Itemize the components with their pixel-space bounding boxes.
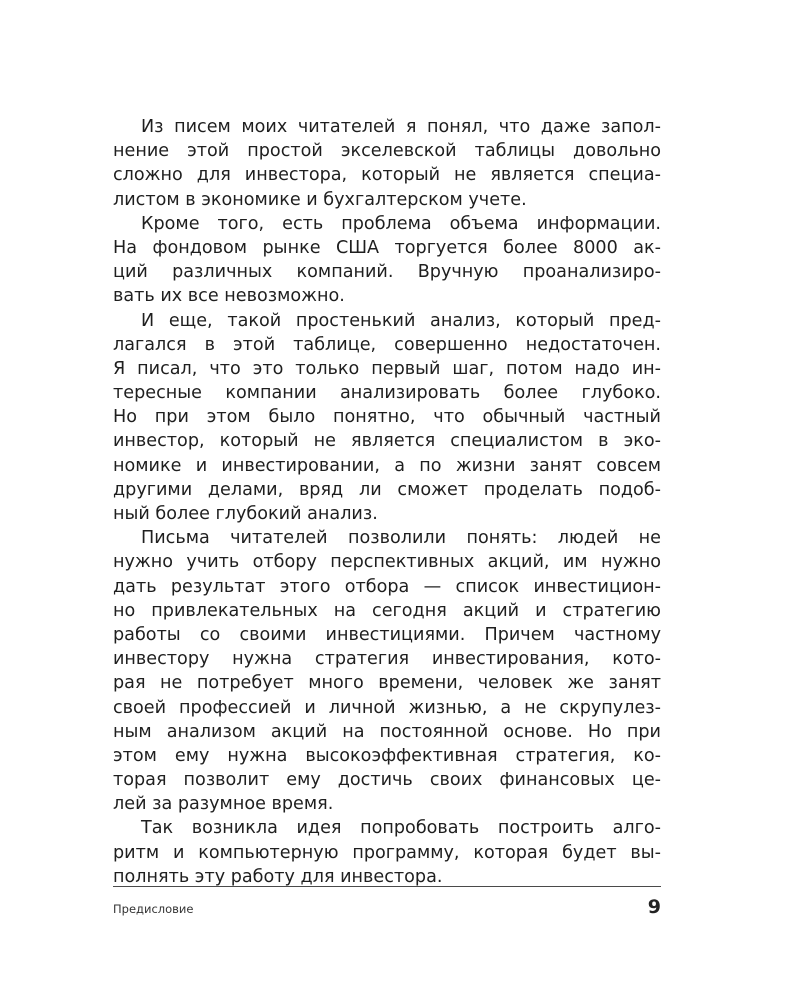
text-line: работы со своими инвестициями. Причем частному — [113, 624, 661, 645]
text-line: другими делами, вряд ли сможет проделать подоб- — [113, 479, 661, 500]
text-line: номике и инвестировании, а по жизни занят совсем — [113, 455, 661, 476]
paragraph — [113, 816, 661, 889]
text-line: Кроме того, есть проблема объема информации. — [141, 213, 661, 234]
text-line: торая позволит ему достичь своих финансовых це- — [113, 770, 661, 791]
paragraph — [113, 526, 661, 816]
text-line: своей профессией и личной жизнью, а не скрупулез- — [113, 697, 661, 718]
text-line: листом в экономике и бухгалтерском учете. — [113, 189, 527, 210]
text-line: инвестор, который не является специалистом в эко- — [113, 431, 661, 452]
paragraph — [113, 309, 661, 527]
running-head: Предисловие — [113, 902, 194, 916]
text-line: ный более глубокий анализ. — [113, 504, 378, 524]
text-line: сложно для инвестора, который не является специа- — [113, 165, 661, 186]
text-line: лей за разумное время. — [113, 794, 334, 815]
text-line: но привлекательных на сегодня акций и стратегию — [113, 600, 661, 621]
text-line: ритм и компьютерную программу, которая будет вы- — [113, 842, 661, 863]
text-line: Я писал, что это только первый шаг, потом надо ин- — [113, 358, 661, 379]
text-line: тересные компании анализировать более глубоко. — [113, 383, 661, 404]
text-line: лагался в этой таблице, совершенно недостаточен. — [113, 334, 661, 355]
footer-rule — [113, 886, 661, 887]
text-line: этом ему нужна высокоэффективная стратегия, ко- — [113, 745, 661, 766]
body-text — [113, 115, 661, 889]
text-line: дать результат этого отбора — список инвестицион- — [113, 576, 661, 597]
text-line: И еще, такой простенький анализ, который пред- — [141, 310, 661, 331]
text-line: нение этой простой экселевской таблицы довольно — [113, 141, 661, 162]
paragraph — [113, 212, 661, 309]
text-line: инвестору нужна стратегия инвестирования, кото- — [113, 649, 661, 670]
paragraph — [113, 115, 661, 212]
text-line: Но при этом было понятно, что обычный частный — [113, 407, 661, 428]
text-line: Так возникла идея попробовать построить алго- — [141, 818, 661, 839]
text-line: рая не потребует много времени, человек же занят — [113, 673, 661, 694]
text-line: ций различных компаний. Вручную проанализиро- — [113, 262, 661, 283]
text-line: Письма читателей позволили понять: людей не — [141, 528, 661, 549]
text-line: полнять эту работу для инвестора. — [113, 866, 443, 887]
text-line: Из писем моих читателей я понял, что даже запол- — [141, 117, 661, 137]
text-line: нужно учить отбору перспективных акций, им нужно — [113, 552, 661, 573]
text-line: ным анализом акций на постоянной основе. Но при — [113, 721, 661, 742]
text-line: На фондовом рынке США торгуется более 8000 ак- — [113, 237, 661, 258]
text-line: вать их все невозможно. — [113, 286, 345, 307]
page-number: 9 — [647, 896, 661, 918]
